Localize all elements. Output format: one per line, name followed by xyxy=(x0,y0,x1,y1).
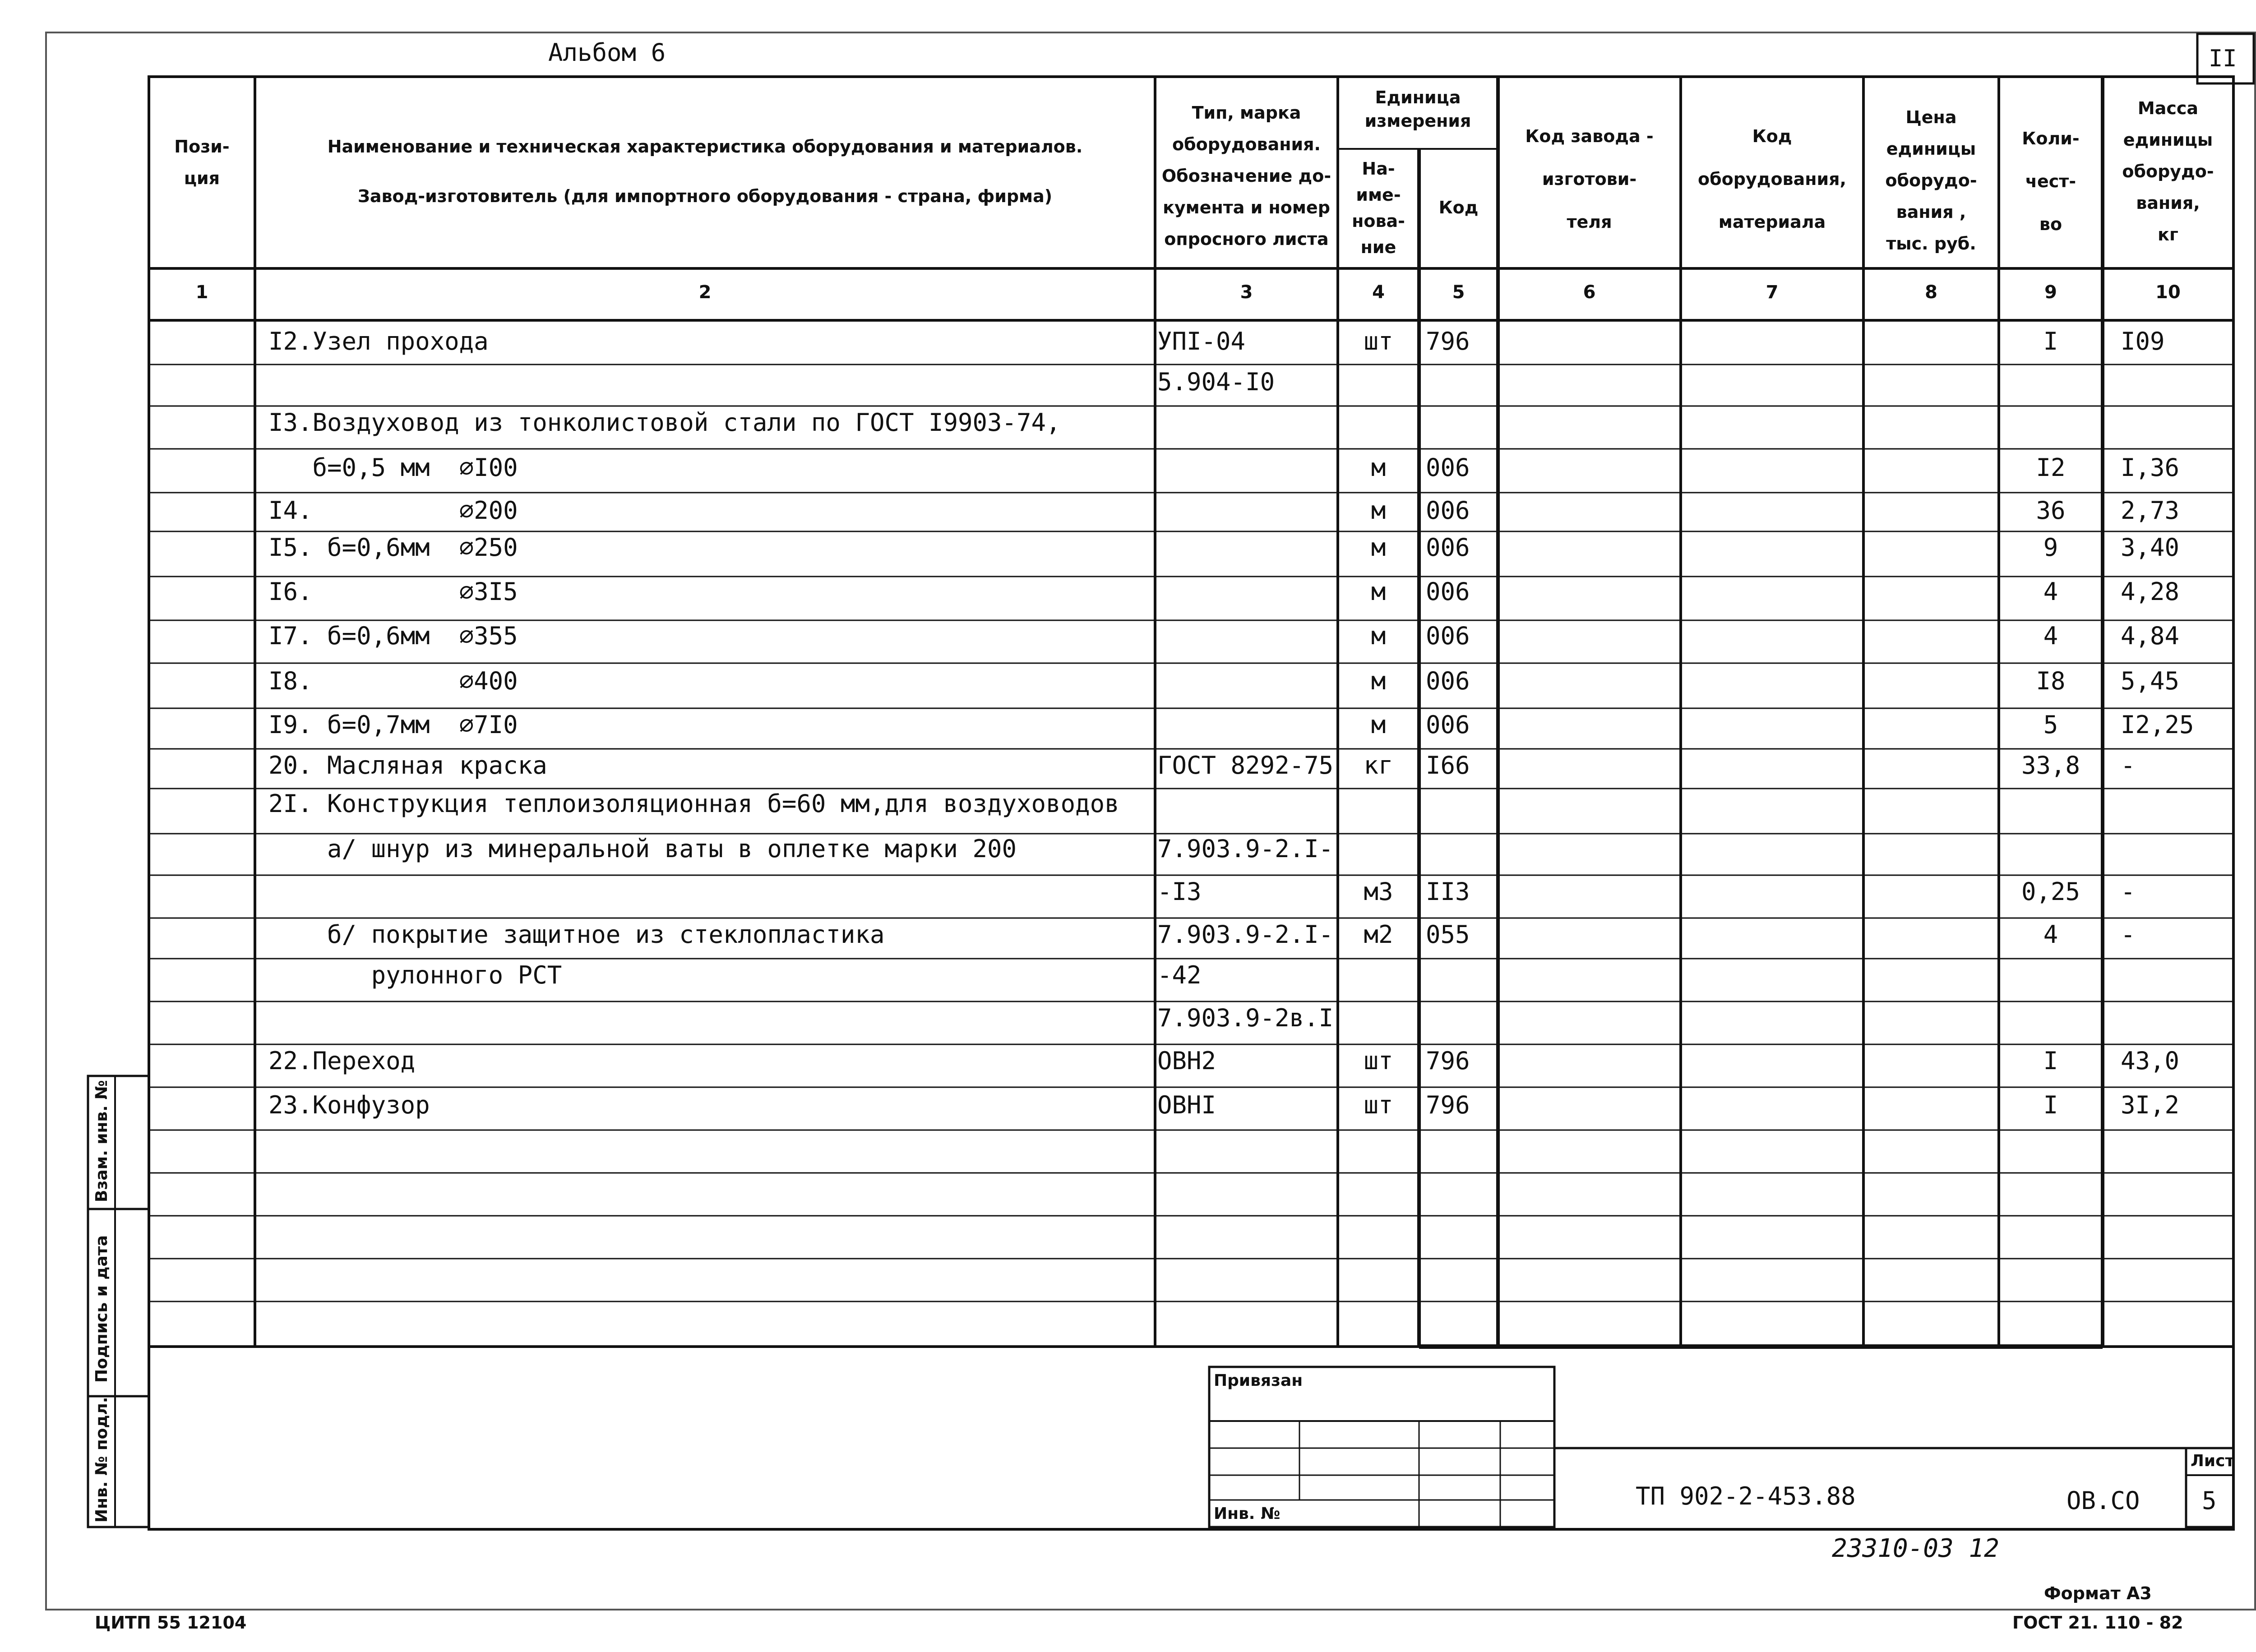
row-16-name: рулонного РСТ xyxy=(268,961,562,989)
row-16-type: -42 xyxy=(1157,961,1202,989)
row-11-type: ГОСТ 8292-75 xyxy=(1157,751,1334,780)
row-15-unit: м2 xyxy=(1364,920,1393,949)
side-label-original-inventory: Инв. № подл. xyxy=(92,1397,111,1523)
col-number: 2 xyxy=(698,282,712,303)
col-number: 9 xyxy=(2044,282,2057,303)
footer-gost: ГОСТ 21. 110 - 82 xyxy=(2012,1613,2183,1633)
col-number: 3 xyxy=(1240,282,1253,303)
row-14-qty: 0,25 xyxy=(2021,877,2080,906)
header-unit-code: Код xyxy=(1438,198,1479,217)
row-15-code: 055 xyxy=(1426,920,1470,949)
row-18-code: 796 xyxy=(1426,1047,1470,1075)
footer-format: Формат А3 xyxy=(2044,1583,2152,1603)
header-unit-name: На- име- нова- ние xyxy=(1352,159,1405,257)
row-8-code: 006 xyxy=(1426,622,1470,650)
row-1-name: I2.Узел прохода xyxy=(268,327,489,355)
row-19-unit: шт xyxy=(1364,1091,1393,1119)
row-10-code: 006 xyxy=(1426,711,1470,739)
row-18-type: ОВН2 xyxy=(1157,1047,1216,1075)
col-number: 7 xyxy=(1766,282,1779,303)
row-1-code: 796 xyxy=(1426,327,1470,355)
sheet-number: 5 xyxy=(2202,1486,2217,1515)
row-3-name: I3.Воздуховод из тонколистовой стали по ГОСТ I9903-74, xyxy=(268,408,1061,437)
row-11-unit: кг xyxy=(1364,751,1393,780)
sheet-corner-number: II xyxy=(2209,45,2237,72)
row-12-name: 2I. Конструкция теплоизоляционная б=60 мм,для воздуховодов xyxy=(268,789,1119,818)
row-10-qty: 5 xyxy=(2043,711,2058,739)
header-equipment-code: Код оборудования, материала xyxy=(1698,126,1846,232)
row-19-qty: I xyxy=(2043,1091,2058,1119)
row-5-code: 006 xyxy=(1426,496,1470,525)
header-name: Наименование и техническая характеристика оборудования и материалов. Завод-изготовитель (для импортного оборудования - страна, фирма) xyxy=(327,137,1083,206)
row-9-qty: I8 xyxy=(2036,667,2066,695)
document-code: ТП 902-2-453.88 xyxy=(1636,1482,1856,1510)
row-2-type: 5.904-I0 xyxy=(1157,368,1275,396)
row-6-qty: 9 xyxy=(2043,533,2058,562)
header-unit: Единица измерения xyxy=(1364,88,1471,131)
row-19-mass: 3I,2 xyxy=(2121,1091,2180,1119)
row-15-type: 7.903.9-2.I- xyxy=(1157,920,1334,949)
handwritten-code: 23310-03 12 xyxy=(1832,1534,1999,1563)
row-9-mass: 5,45 xyxy=(2121,667,2180,695)
row-13-name: а/ шнур из минеральной ваты в оплетке марки 200 xyxy=(268,835,1017,863)
row-9-name: I8. ∅400 xyxy=(268,667,518,695)
side-label-replacement: Взам. инв. № xyxy=(92,1080,111,1202)
row-15-name: б/ покрытие защитное из стеклопластика xyxy=(268,920,885,949)
sheet-label: Лист xyxy=(2191,1452,2235,1470)
row-11-name: 20. Масляная краска xyxy=(268,751,547,780)
row-4-unit: м xyxy=(1371,453,1386,482)
col-number: 8 xyxy=(1925,282,1937,303)
row-5-qty: 36 xyxy=(2036,496,2066,525)
row-7-mass: 4,28 xyxy=(2121,577,2180,606)
row-7-qty: 4 xyxy=(2043,577,2058,606)
col-number: 1 xyxy=(195,282,208,303)
album-title: Альбом 6 xyxy=(548,38,666,67)
side-label-signature-date: Подпись и дата xyxy=(92,1235,111,1383)
header-price: Цена единицы оборудо- вания , тыс. руб. xyxy=(1885,107,1977,254)
row-4-qty: I2 xyxy=(2036,453,2066,482)
row-4-mass: I,36 xyxy=(2121,453,2180,482)
header-type: Тип, марка оборудования. Обозначение до- кумента и номер опросного листа xyxy=(1161,103,1331,249)
row-18-name: 22.Переход xyxy=(268,1047,416,1075)
row-7-unit: м xyxy=(1371,577,1386,606)
row-9-unit: м xyxy=(1371,667,1386,695)
row-1-type: УПI-04 xyxy=(1157,327,1246,355)
row-6-unit: м xyxy=(1371,533,1386,562)
row-15-mass: - xyxy=(2121,920,2136,949)
row-18-qty: I xyxy=(2043,1047,2058,1075)
row-14-mass: - xyxy=(2121,877,2136,906)
row-1-mass: I09 xyxy=(2121,327,2165,355)
row-8-mass: 4,84 xyxy=(2121,622,2180,650)
row-4-name: б=0,5 мм ∅I00 xyxy=(268,453,518,482)
row-11-code: I66 xyxy=(1426,751,1470,780)
row-7-code: 006 xyxy=(1426,577,1470,606)
row-10-mass: I2,25 xyxy=(2121,711,2194,739)
row-18-mass: 43,0 xyxy=(2121,1047,2180,1075)
col-number: 10 xyxy=(2155,282,2181,303)
row-13-type: 7.903.9-2.I- xyxy=(1157,835,1334,863)
col-number: 5 xyxy=(1452,282,1465,303)
row-19-code: 796 xyxy=(1426,1091,1470,1119)
row-11-mass: - xyxy=(2121,751,2136,780)
footer-left-code: ЦИТП 55 12104 xyxy=(95,1613,247,1633)
row-5-name: I4. ∅200 xyxy=(268,496,518,525)
row-5-unit: м xyxy=(1371,496,1386,525)
col-number: 4 xyxy=(1372,282,1385,303)
row-10-unit: м xyxy=(1371,711,1386,739)
row-1-unit: шт xyxy=(1364,327,1393,355)
document-mark: ОВ.СО xyxy=(2066,1486,2140,1515)
stamp-bound-label: Привязан xyxy=(1214,1371,1303,1390)
row-6-name: I5. б=0,6мм ∅250 xyxy=(268,533,518,562)
row-8-qty: 4 xyxy=(2043,622,2058,650)
row-19-name: 23.Конфузор xyxy=(268,1091,430,1119)
row-19-type: ОВНI xyxy=(1157,1091,1216,1119)
row-1-qty: I xyxy=(2043,327,2058,355)
row-15-qty: 4 xyxy=(2043,920,2058,949)
row-4-code: 006 xyxy=(1426,453,1470,482)
row-14-unit: м3 xyxy=(1364,877,1393,906)
col-number: 6 xyxy=(1583,282,1596,303)
header-mass: Масса единицы оборудо- вания, кг xyxy=(2122,98,2214,245)
row-6-mass: 3,40 xyxy=(2121,533,2180,562)
row-18-unit: шт xyxy=(1364,1047,1393,1075)
header-quantity: Коли- чест- во xyxy=(2022,129,2080,234)
row-14-type: -I3 xyxy=(1157,877,1202,906)
row-17-type: 7.903.9-2в.I xyxy=(1157,1004,1334,1032)
row-8-name: I7. б=0,6мм ∅355 xyxy=(268,622,518,650)
row-10-name: I9. б=0,7мм ∅7I0 xyxy=(268,711,518,739)
row-6-code: 006 xyxy=(1426,533,1470,562)
row-14-code: II3 xyxy=(1426,877,1470,906)
row-8-unit: м xyxy=(1371,622,1386,650)
row-11-qty: 33,8 xyxy=(2021,751,2080,780)
row-5-mass: 2,73 xyxy=(2121,496,2180,525)
header-position: Пози- ция xyxy=(174,137,230,188)
stamp-inventory-label: Инв. № xyxy=(1214,1504,1281,1523)
header-factory-code: Код завода - изготови- теля xyxy=(1525,126,1654,232)
row-9-code: 006 xyxy=(1426,667,1470,695)
row-7-name: I6. ∅3I5 xyxy=(268,577,518,606)
